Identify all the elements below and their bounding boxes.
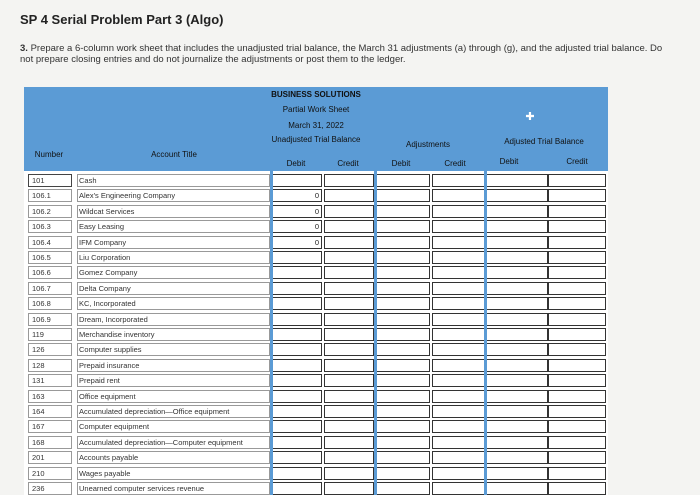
unadj-credit-input[interactable] [324, 313, 374, 326]
adj-credit-input[interactable] [432, 266, 486, 279]
unadj-credit-input[interactable] [324, 482, 374, 495]
adjtb-debit-input[interactable] [486, 189, 548, 202]
group-adjustments: Adjustments [405, 140, 451, 149]
unadj-debit-input[interactable]: 0 [272, 189, 322, 202]
table-row [24, 450, 608, 465]
table-row [24, 204, 608, 219]
account-number: 126 [28, 343, 72, 356]
adj-debit-input[interactable] [376, 420, 430, 433]
unadj-credit-input[interactable] [324, 451, 374, 464]
col-unadj-debit: Debit [286, 159, 306, 168]
account-title: Accumulated depreciation—Computer equipment [77, 436, 270, 449]
unadj-debit-input[interactable] [272, 405, 322, 418]
account-title: Wildcat Services [77, 205, 270, 218]
work-sheet-table [24, 87, 608, 495]
adjtb-debit-input[interactable] [486, 297, 548, 310]
account-title: Wages payable [77, 467, 270, 480]
table-row [24, 173, 608, 188]
account-title: Dream, Incorporated [77, 313, 270, 326]
unadj-debit-input[interactable] [272, 251, 322, 264]
adjtb-credit-input[interactable] [548, 236, 606, 249]
adj-debit-input[interactable] [376, 282, 430, 295]
account-number: 167 [28, 420, 72, 433]
account-title: Cash [77, 174, 270, 187]
company-name: BUSINESS SOLUTIONS [271, 90, 361, 99]
adjtb-debit-input[interactable] [486, 390, 548, 403]
adj-debit-input[interactable] [376, 313, 430, 326]
table-row [24, 419, 608, 434]
sheet-date: March 31, 2022 [288, 121, 344, 130]
unadj-credit-input[interactable] [324, 467, 374, 480]
account-number: 106.3 [28, 220, 72, 233]
adjtb-credit-input[interactable] [548, 189, 606, 202]
column-divider [270, 171, 273, 495]
adjtb-debit-input[interactable] [486, 282, 548, 295]
adj-debit-input[interactable] [376, 343, 430, 356]
account-number: 106.2 [28, 205, 72, 218]
unadj-debit-input[interactable] [272, 313, 322, 326]
table-row [24, 235, 608, 250]
adj-credit-input[interactable] [432, 467, 486, 480]
adj-credit-input[interactable] [432, 390, 486, 403]
account-title: Accounts payable [77, 451, 270, 464]
account-title: Delta Company [77, 282, 270, 295]
account-number: 106.9 [28, 313, 72, 326]
unadj-credit-input[interactable] [324, 420, 374, 433]
sheet-name: Partial Work Sheet [282, 105, 350, 114]
column-divider [374, 171, 377, 495]
unadj-debit-input[interactable] [272, 328, 322, 341]
page-title: SP 4 Serial Problem Part 3 (Algo) [20, 12, 224, 27]
adjtb-debit-input[interactable] [486, 436, 548, 449]
adj-debit-input[interactable] [376, 482, 430, 495]
unadj-credit-input[interactable] [324, 390, 374, 403]
table-row [24, 188, 608, 203]
table-row [24, 404, 608, 419]
account-number: 163 [28, 390, 72, 403]
table-row [24, 481, 608, 495]
unadj-debit-input[interactable] [272, 420, 322, 433]
adj-debit-input[interactable] [376, 297, 430, 310]
account-title: KC, Incorporated [77, 297, 270, 310]
instruction-number: 3. [20, 43, 28, 54]
adjtb-debit-input[interactable] [486, 482, 548, 495]
account-title: Merchandise inventory [77, 328, 270, 341]
col-adjtb-credit: Credit [566, 157, 588, 166]
adj-credit-input[interactable] [432, 359, 486, 372]
adj-credit-input[interactable] [432, 482, 486, 495]
account-title: Easy Leasing [77, 220, 270, 233]
account-number: 106.1 [28, 189, 72, 202]
unadj-debit-input[interactable] [272, 390, 322, 403]
adj-credit-input[interactable] [432, 205, 486, 218]
table-row [24, 312, 608, 327]
plus-icon[interactable]: ✚ [525, 111, 535, 123]
account-number: 106.6 [28, 266, 72, 279]
adj-debit-input[interactable] [376, 390, 430, 403]
adj-debit-input[interactable] [376, 467, 430, 480]
unadj-credit-input[interactable] [324, 236, 374, 249]
adj-credit-input[interactable] [432, 374, 486, 387]
adjtb-credit-input[interactable] [548, 328, 606, 341]
adjtb-debit-input[interactable] [486, 251, 548, 264]
account-title: Office equipment [77, 390, 270, 403]
adj-credit-input[interactable] [432, 297, 486, 310]
table-header [24, 87, 608, 171]
unadj-debit-input[interactable] [272, 374, 322, 387]
unadj-credit-input[interactable] [324, 374, 374, 387]
adjtb-debit-input[interactable] [486, 467, 548, 480]
adjtb-credit-input[interactable] [548, 359, 606, 372]
account-number: 101 [28, 174, 72, 187]
adjtb-credit-input[interactable] [548, 436, 606, 449]
unadj-debit-input[interactable] [272, 467, 322, 480]
adjtb-debit-input[interactable] [486, 405, 548, 418]
account-number: 164 [28, 405, 72, 418]
adjtb-credit-input[interactable] [548, 220, 606, 233]
adj-credit-input[interactable] [432, 405, 486, 418]
account-title: Prepaid rent [77, 374, 270, 387]
account-number: 210 [28, 467, 72, 480]
table-row [24, 435, 608, 450]
account-title: Unearned computer services revenue [77, 482, 270, 495]
adj-debit-input[interactable] [376, 451, 430, 464]
adj-credit-input[interactable] [432, 313, 486, 326]
adjtb-credit-input[interactable] [548, 297, 606, 310]
unadj-debit-input[interactable] [272, 482, 322, 495]
unadj-debit-input[interactable] [272, 343, 322, 356]
adj-credit-input[interactable] [432, 220, 486, 233]
adj-debit-input[interactable] [376, 189, 430, 202]
unadj-credit-input[interactable] [324, 328, 374, 341]
table-row [24, 281, 608, 296]
adjtb-debit-input[interactable] [486, 313, 548, 326]
unadj-credit-input[interactable] [324, 359, 374, 372]
adj-debit-input[interactable] [376, 236, 430, 249]
adj-debit-input[interactable] [376, 374, 430, 387]
adj-credit-input[interactable] [432, 282, 486, 295]
unadj-debit-input[interactable] [272, 297, 322, 310]
adjtb-credit-input[interactable] [548, 451, 606, 464]
account-title: Prepaid insurance [77, 359, 270, 372]
table-row [24, 219, 608, 234]
adjtb-debit-input[interactable] [486, 174, 548, 187]
unadj-credit-input[interactable] [324, 251, 374, 264]
unadj-debit-input[interactable]: 0 [272, 205, 322, 218]
table-row [24, 358, 608, 373]
unadj-debit-input[interactable] [272, 266, 322, 279]
adjtb-debit-input[interactable] [486, 374, 548, 387]
instruction-text: Prepare a 6-column work sheet that includes the unadjusted trial balance, the March 31 adjustments (a) through (g), and the adjusted trial balance. Do not prepare closing entries and do not journalize the adjustments or post them to the ledger. [20, 43, 663, 65]
adj-credit-input[interactable] [432, 343, 486, 356]
adj-debit-input[interactable] [376, 405, 430, 418]
adj-debit-input[interactable] [376, 436, 430, 449]
col-adjtb-debit: Debit [499, 157, 519, 166]
adjtb-debit-input[interactable] [486, 220, 548, 233]
unadj-debit-input[interactable] [272, 174, 322, 187]
adj-credit-input[interactable] [432, 189, 486, 202]
col-number: Number [34, 150, 64, 159]
adj-credit-input[interactable] [432, 328, 486, 341]
adj-credit-input[interactable] [432, 174, 486, 187]
account-title: IFM Company [77, 236, 270, 249]
adj-credit-input[interactable] [432, 251, 486, 264]
account-number: 201 [28, 451, 72, 464]
adjtb-debit-input[interactable] [486, 328, 548, 341]
adjtb-credit-input[interactable] [548, 266, 606, 279]
account-number: 106.7 [28, 282, 72, 295]
adj-debit-input[interactable] [376, 174, 430, 187]
adj-debit-input[interactable] [376, 328, 430, 341]
adj-debit-input[interactable] [376, 220, 430, 233]
group-adjusted: Adjusted Trial Balance [504, 137, 584, 146]
adjtb-credit-input[interactable] [548, 405, 606, 418]
adjtb-debit-input[interactable] [486, 451, 548, 464]
table-row [24, 250, 608, 265]
adjtb-debit-input[interactable] [486, 343, 548, 356]
table-row [24, 342, 608, 357]
adjtb-credit-input[interactable] [548, 343, 606, 356]
account-number: 106.8 [28, 297, 72, 310]
unadj-credit-input[interactable] [324, 174, 374, 187]
col-account-title: Account Title [151, 150, 197, 159]
group-unadjusted: Unadjusted Trial Balance [271, 135, 361, 144]
adjtb-credit-input[interactable] [548, 251, 606, 264]
col-adj-debit: Debit [391, 159, 411, 168]
account-number: 106.5 [28, 251, 72, 264]
adjtb-credit-input[interactable] [548, 374, 606, 387]
unadj-credit-input[interactable] [324, 220, 374, 233]
unadj-credit-input[interactable] [324, 266, 374, 279]
adjtb-credit-input[interactable] [548, 205, 606, 218]
adj-credit-input[interactable] [432, 420, 486, 433]
adjtb-debit-input[interactable] [486, 266, 548, 279]
adjtb-credit-input[interactable] [548, 282, 606, 295]
account-title: Liu Corporation [77, 251, 270, 264]
unadj-credit-input[interactable] [324, 405, 374, 418]
unadj-credit-input[interactable] [324, 436, 374, 449]
unadj-debit-input[interactable] [272, 451, 322, 464]
adj-debit-input[interactable] [376, 205, 430, 218]
adj-credit-input[interactable] [432, 436, 486, 449]
adjtb-credit-input[interactable] [548, 467, 606, 480]
unadj-debit-input[interactable]: 0 [272, 236, 322, 249]
table-row [24, 265, 608, 280]
adjtb-debit-input[interactable] [486, 236, 548, 249]
unadj-debit-input[interactable] [272, 359, 322, 372]
account-number: 128 [28, 359, 72, 372]
adj-debit-input[interactable] [376, 251, 430, 264]
adjtb-debit-input[interactable] [486, 359, 548, 372]
account-number: 168 [28, 436, 72, 449]
unadj-credit-input[interactable] [324, 343, 374, 356]
unadj-credit-input[interactable] [324, 297, 374, 310]
account-number: 119 [28, 328, 72, 341]
account-number: 131 [28, 374, 72, 387]
adjtb-credit-input[interactable] [548, 313, 606, 326]
col-unadj-credit: Credit [337, 159, 359, 168]
account-number: 236 [28, 482, 72, 495]
adjtb-debit-input[interactable] [486, 205, 548, 218]
unadj-debit-input[interactable]: 0 [272, 220, 322, 233]
unadj-debit-input[interactable] [272, 436, 322, 449]
instructions [20, 43, 670, 65]
adjtb-debit-input[interactable] [486, 420, 548, 433]
table-row [24, 389, 608, 404]
table-row [24, 327, 608, 342]
table-row [24, 373, 608, 388]
account-number: 106.4 [28, 236, 72, 249]
adjtb-credit-input[interactable] [548, 390, 606, 403]
account-title: Accumulated depreciation—Office equipment [77, 405, 270, 418]
unadj-credit-input[interactable] [324, 189, 374, 202]
table-row [24, 296, 608, 311]
adj-debit-input[interactable] [376, 266, 430, 279]
adjtb-credit-input[interactable] [548, 174, 606, 187]
account-title: Computer supplies [77, 343, 270, 356]
unadj-credit-input[interactable] [324, 282, 374, 295]
adjtb-credit-input[interactable] [548, 420, 606, 433]
column-divider [484, 171, 487, 495]
table-row [24, 466, 608, 481]
account-title: Gomez Company [77, 266, 270, 279]
adj-credit-input[interactable] [432, 451, 486, 464]
account-title: Computer equipment [77, 420, 270, 433]
col-adj-credit: Credit [444, 159, 466, 168]
adjtb-credit-input[interactable] [548, 482, 606, 495]
account-title: Alex's Engineering Company [77, 189, 270, 202]
adj-debit-input[interactable] [376, 359, 430, 372]
adj-credit-input[interactable] [432, 236, 486, 249]
unadj-credit-input[interactable] [324, 205, 374, 218]
unadj-debit-input[interactable] [272, 282, 322, 295]
